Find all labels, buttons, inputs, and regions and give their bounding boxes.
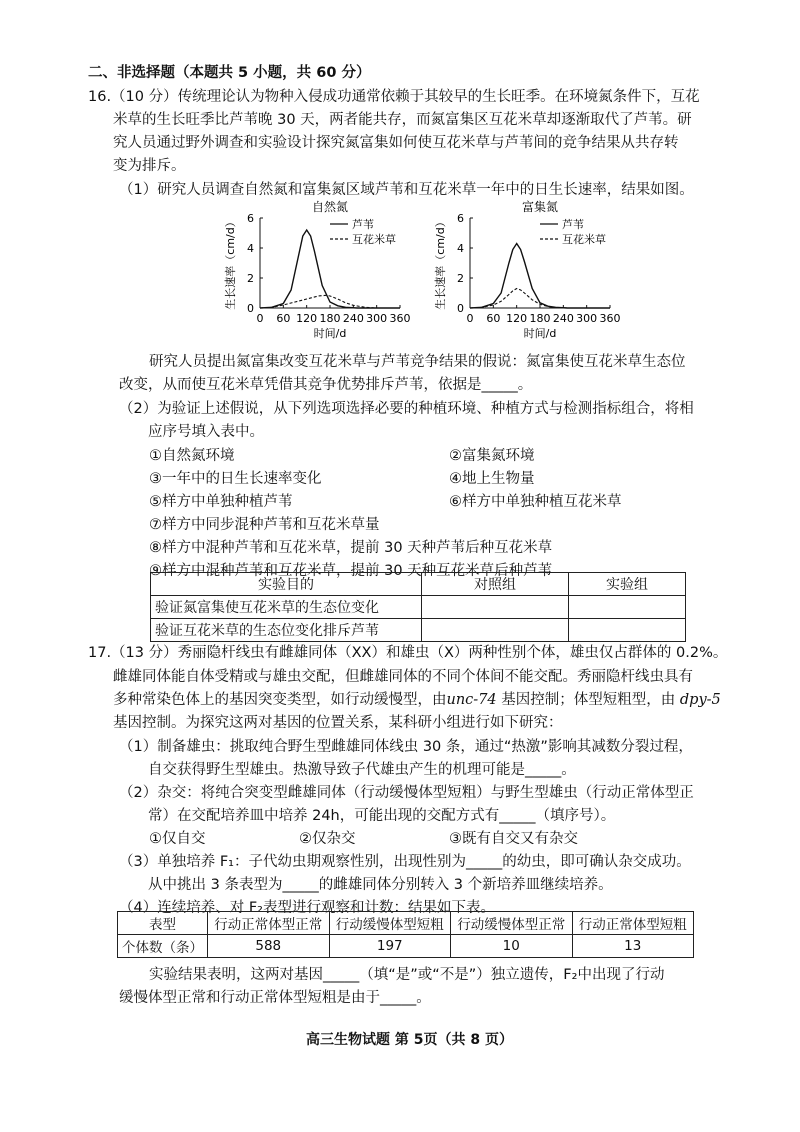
series-line-1 [470, 244, 610, 309]
q16-line-2: 米草的生长旺季比芦苇晚 30 天，两者能共存，而氮富集区互花米草却逐渐取代了芦苇。研 [113, 112, 692, 128]
option-9: ⑨样方中混种芦苇和互花米草，提前 30 天种互花米草后种芦苇 [149, 563, 553, 579]
chart-enriched-nitrogen [422, 200, 622, 340]
q17-line-4: 基因控制。为探究这两对基因的位置关系，某科研小组进行如下研究： [113, 715, 563, 731]
x-tick-label: 60 [276, 312, 291, 325]
y-tick-label: 4 [457, 242, 464, 255]
legend-label: 互花米草 [562, 233, 606, 246]
hypothesis-line-1: 研究人员提出氮富集改变互花米草与芦苇竞争结果的假说：氮富集使互花米草生态位 [149, 354, 686, 370]
legend-label: 互花米草 [352, 233, 396, 246]
table-cell: 个体数（条） [118, 935, 208, 958]
q17-s2-option-2: ②仅杂交 [299, 831, 356, 847]
q17-phenotype-table [117, 911, 694, 958]
x-axis-label: 时间/d [523, 327, 557, 340]
gene-name-unc74: unc-74 [446, 692, 497, 708]
q16-line-1: 16.（10 分）传统理论认为物种入侵成功通常依赖于其较早的生长旺季。在环境氮条件下，互花 [88, 89, 700, 105]
q17-s3-line-1: （3）单独培养 F₁：子代幼虫期观察性别，出现性别为_____的幼虫，即可确认杂交成功。 [119, 854, 691, 870]
x-tick-label: 60 [486, 312, 501, 325]
x-tick-label: 0 [466, 312, 474, 325]
q17-text: 基因控制；体型短粗型，由 [496, 692, 680, 708]
q17-line-3 [113, 690, 721, 710]
table-cell: 10 [451, 935, 573, 958]
table-header: 实验组 [569, 573, 686, 596]
y-tick-label: 0 [247, 302, 254, 315]
table-cell: 13 [572, 935, 694, 958]
q16-part2-line-1: （2）为验证上述假说，从下列选项选择必要的种植环境、种植方式与检测指标组合，将相 [119, 401, 694, 417]
y-tick-label: 6 [457, 212, 464, 225]
x-tick-label: 300 [366, 312, 388, 325]
answer-cell[interactable] [569, 596, 686, 619]
q17-s2-line-2: 常）在交配培养皿中培养 24h，可能出现的交配方式有_____（填序号）。 [148, 808, 616, 824]
hypothesis-line-2: 改变，从而使互花米草凭借其竞争优势排斥芦苇，依据是_____。 [119, 377, 533, 393]
table-row [151, 619, 686, 642]
table-header: 行动正常体型正常 [208, 912, 330, 935]
x-tick-label: 0 [256, 312, 264, 325]
table-cell: 588 [208, 935, 330, 958]
option-7: ⑦样方中同步混种芦苇和互花米草量 [149, 517, 380, 533]
q17-s1-line-1: （1）制备雄虫：挑取纯合野生型雌雄同体线虫 30 条，通过“热激”影响其减数分裂过程， [119, 739, 693, 755]
table-cell: 197 [329, 935, 451, 958]
table-header: 表型 [118, 912, 208, 935]
option-5: ⑤样方中单独种植芦苇 [149, 494, 293, 510]
page-footer: 高三生物试题 第 5页（共 8 页） [306, 1032, 513, 1048]
x-tick-label: 180 [319, 312, 341, 325]
table-header: 行动缓慢体型正常 [451, 912, 573, 935]
q16-line-4: 变为排斥。 [113, 158, 186, 174]
q17-s2-line-1: （2）杂交：将纯合突变型雌雄同体（行动缓慢体型短粗）与野生型雄虫（行动正常体型正 [119, 785, 694, 801]
table-cell: 验证互花米草的生态位变化排斥芦苇 [151, 619, 422, 642]
q17-line-2: 雌雄同体能自体受精或与雄虫交配，但雌雄同体的不同个体间不能交配。秀丽隐杆线虫具有 [113, 669, 693, 685]
q17-s1-line-2: 自交获得野生型雄虫。热激导致子代雄虫产生的机理可能是_____。 [148, 762, 576, 778]
x-tick-label: 240 [342, 312, 364, 325]
x-tick-label: 120 [296, 312, 318, 325]
option-8: ⑧样方中混种芦苇和互花米草，提前 30 天种芦苇后种互花米草 [149, 540, 553, 556]
table-row [118, 935, 694, 958]
q16-part2-line-2: 应序号填入表中。 [148, 424, 264, 440]
answer-cell[interactable] [422, 619, 569, 642]
option-1: ①自然氮环境 [149, 448, 235, 464]
q17-s3-line-2: 从中挑出 3 条表型为_____的雌雄同体分别转入 3 个新培养皿继续培养。 [148, 877, 613, 893]
y-tick-label: 2 [247, 272, 254, 285]
q17-line-1: 17.（13 分）秀丽隐杆线虫有雌雄同体（XX）和雄虫（X）两种性别个体，雄虫仅占群体的 0.2%。 [88, 645, 728, 661]
x-tick-label: 300 [576, 312, 598, 325]
y-axis-label: 生长速率（cm/d） [434, 216, 447, 310]
y-tick-label: 2 [457, 272, 464, 285]
q17-text: 多种常染色体上的基因突变类型，如行动缓慢型，由 [113, 692, 447, 708]
y-tick-label: 6 [247, 212, 254, 225]
q16-answer-table [150, 572, 686, 642]
table-header: 行动正常体型短粗 [572, 912, 694, 935]
x-tick-label: 180 [529, 312, 551, 325]
table-header-row [151, 573, 686, 596]
conclusion-line-1: 实验结果表明，这两对基因_____（填“是”或“不是”）独立遗传，F₂中出现了行动 [149, 967, 665, 983]
q17-s2-option-1: ①仅自交 [149, 831, 206, 847]
conclusion-line-2: 缓慢体型正常和行动正常体型短粗是由于_____。 [119, 990, 431, 1006]
q17-s4-line: （4）连续培养、对 F₂表型进行观察和计数：结果如下表。 [119, 900, 495, 916]
option-6: ⑥样方中单独种植互花米草 [449, 494, 622, 510]
legend-label: 芦苇 [352, 218, 374, 231]
table-header-row [118, 912, 694, 935]
chart-title: 自然氮 [311, 200, 349, 214]
section-header: 二、非选择题（本题共 5 小题，共 60 分） [88, 65, 371, 81]
table-header: 实验目的 [151, 573, 422, 596]
y-axis-label: 生长速率（cm/d） [224, 216, 237, 310]
x-tick-label: 120 [506, 312, 528, 325]
table-cell: 验证氮富集使互花米草的生态位变化 [151, 596, 422, 619]
table-header: 对照组 [422, 573, 569, 596]
answer-cell[interactable] [569, 619, 686, 642]
x-axis-label: 时间/d [313, 327, 347, 340]
q16-part1: （1）研究人员调查自然氮和富集氮区域芦苇和互花米草一年中的日生长速率，结果如图。 [119, 182, 694, 198]
option-2: ②富集氮环境 [449, 448, 535, 464]
table-row [151, 596, 686, 619]
x-tick-label: 360 [599, 312, 621, 325]
q16-line-3: 究人员通过野外调查和实验设计探究氮富集如何使互花米草与芦苇间的竞争结果从共存转 [113, 135, 679, 151]
y-tick-label: 0 [457, 302, 464, 315]
q17-s2-option-3: ③既有自交又有杂交 [449, 831, 578, 847]
gene-name-dpy5: dpy-5 [679, 692, 721, 708]
legend-label: 芦苇 [562, 218, 584, 231]
answer-cell[interactable] [422, 596, 569, 619]
chart-natural-nitrogen [212, 200, 412, 340]
x-tick-label: 360 [389, 312, 411, 325]
x-tick-label: 240 [552, 312, 574, 325]
table-header: 行动缓慢体型短粗 [329, 912, 451, 935]
chart-title: 富集氮 [521, 200, 559, 214]
y-tick-label: 4 [247, 242, 254, 255]
option-3: ③一年中的日生长速率变化 [149, 471, 322, 487]
option-4: ④地上生物量 [449, 471, 535, 487]
